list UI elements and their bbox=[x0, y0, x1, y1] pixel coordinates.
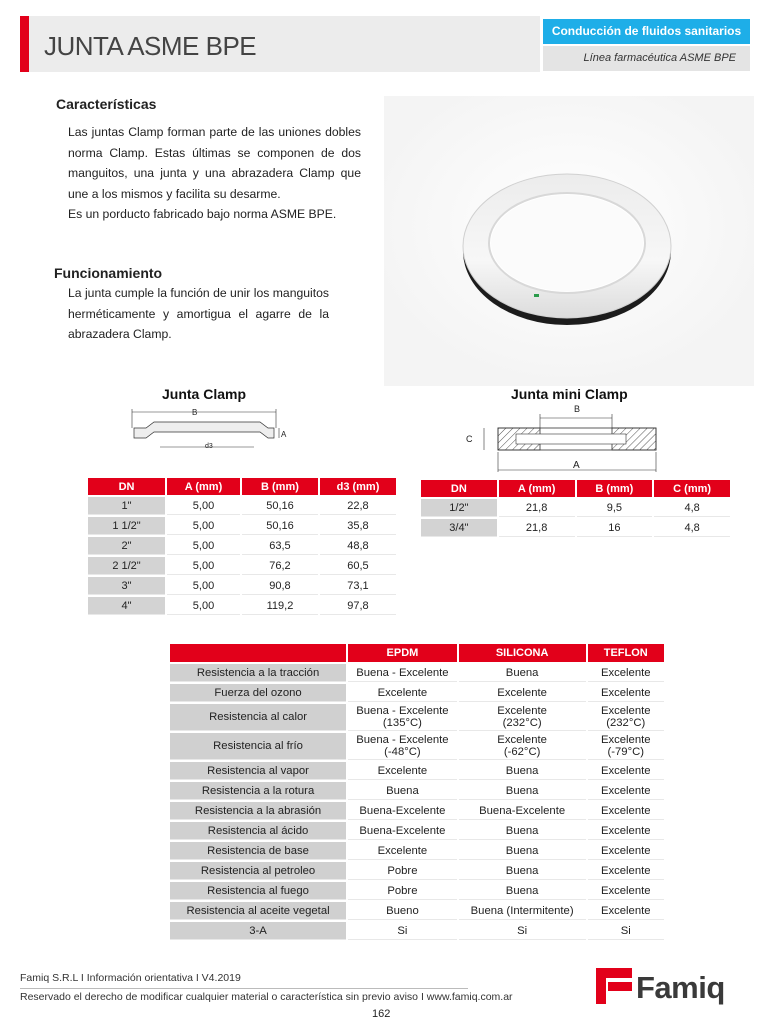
table-cell: 50,16 bbox=[242, 497, 318, 515]
column-header: B (mm) bbox=[242, 478, 318, 495]
row-label-cell: Resistencia al petroleo bbox=[170, 862, 346, 880]
table-cell: 4,8 bbox=[654, 499, 730, 517]
famiq-logo-text: Famiq bbox=[636, 970, 725, 1005]
subcategory-label: Línea farmacéutica ASME BPE bbox=[543, 46, 750, 71]
table-cell: Bueno bbox=[348, 902, 457, 920]
table-cell: Buena-Excelente bbox=[459, 802, 586, 820]
row-label-cell: 1" bbox=[88, 497, 165, 515]
table-row bbox=[170, 684, 664, 702]
page-title: JUNTA ASME BPE bbox=[44, 31, 257, 61]
funcionamiento-title: Funcionamiento bbox=[54, 265, 163, 281]
table-cell: 5,00 bbox=[167, 577, 240, 595]
table-cell: 50,16 bbox=[242, 517, 318, 535]
caracteristicas-title: Características bbox=[56, 96, 157, 112]
row-label-cell: 3/4" bbox=[421, 519, 497, 537]
row-label-cell: Resistencia de base bbox=[170, 842, 346, 860]
table-cell: Excelente (-79°C) bbox=[588, 733, 665, 760]
column-header bbox=[170, 644, 346, 662]
table-row bbox=[170, 842, 664, 860]
table-cell: Excelente bbox=[588, 802, 665, 820]
table-row bbox=[170, 664, 664, 682]
footer-divider bbox=[20, 988, 468, 989]
table-cell: Excelente bbox=[588, 782, 665, 800]
table-cell: Buena bbox=[348, 782, 457, 800]
column-header: DN bbox=[88, 478, 165, 495]
table-cell: Buena bbox=[459, 882, 586, 900]
table-cell: Excelente bbox=[588, 684, 665, 702]
table-row bbox=[170, 822, 664, 840]
category-label: Conducción de fluidos sanitarios bbox=[543, 19, 750, 44]
row-label-cell: Resistencia al vapor bbox=[170, 762, 346, 780]
table-cell: 5,00 bbox=[167, 597, 240, 615]
row-label-cell: Fuerza del ozono bbox=[170, 684, 346, 702]
table-cell: 63,5 bbox=[242, 537, 318, 555]
table-header-row bbox=[170, 644, 664, 662]
table-cell: Buena - Excelente (-48°C) bbox=[348, 733, 457, 760]
row-label-cell: Resistencia a la tracción bbox=[170, 664, 346, 682]
clamp-table bbox=[86, 476, 398, 617]
table-row bbox=[170, 882, 664, 900]
table-cell: Si bbox=[588, 922, 665, 940]
column-header: TEFLON bbox=[588, 644, 665, 662]
caracteristicas-text-2: Es un porducto fabricado bajo norma ASME BPE. bbox=[68, 207, 337, 221]
table-row bbox=[170, 762, 664, 780]
footer-disclaimer: Reservado el derecho de modificar cualquier material o característica sin previo aviso I www.famiq.com.ar bbox=[20, 991, 513, 1003]
column-header: A (mm) bbox=[499, 480, 575, 497]
table-row bbox=[421, 499, 730, 517]
table-row bbox=[88, 557, 396, 575]
table-cell: Excelente bbox=[588, 862, 665, 880]
mini-label-b: B bbox=[574, 404, 581, 414]
table-cell: Excelente (-62°C) bbox=[459, 733, 586, 760]
table-cell: Si bbox=[348, 922, 457, 940]
column-header: B (mm) bbox=[577, 480, 653, 497]
table-cell: 90,8 bbox=[242, 577, 318, 595]
table-row bbox=[421, 519, 730, 537]
table-cell: Excelente bbox=[588, 882, 665, 900]
table-cell: 21,8 bbox=[499, 499, 575, 517]
table-cell: 9,5 bbox=[577, 499, 653, 517]
row-label-cell: 4" bbox=[88, 597, 165, 615]
table-row bbox=[88, 497, 396, 515]
table-cell: 76,2 bbox=[242, 557, 318, 575]
table-cell: Buena - Excelente bbox=[348, 664, 457, 682]
caracteristicas-text bbox=[68, 122, 361, 225]
clamp-label-a: A bbox=[281, 430, 287, 439]
row-label-cell: Resistencia al calor bbox=[170, 704, 346, 731]
table-cell: 35,8 bbox=[320, 517, 396, 535]
table-cell: Buena bbox=[459, 822, 586, 840]
table-row bbox=[88, 517, 396, 535]
table-cell: Excelente bbox=[348, 762, 457, 780]
table-cell: Excelente bbox=[348, 842, 457, 860]
table-cell: Pobre bbox=[348, 862, 457, 880]
table-cell: Buena bbox=[459, 782, 586, 800]
table-cell: Buena-Excelente bbox=[348, 802, 457, 820]
clamp-label-d3: d3 bbox=[205, 443, 213, 450]
column-header: A (mm) bbox=[167, 478, 240, 495]
table-cell: Buena bbox=[459, 762, 586, 780]
funcionamiento-text-body: La junta cumple la función de unir los manguitos herméticamente y amortigua el agarre de la abrazadera Clamp. bbox=[68, 286, 329, 341]
funcionamiento-text bbox=[68, 283, 329, 345]
table-cell: 60,5 bbox=[320, 557, 396, 575]
table-cell: Buena (Intermitente) bbox=[459, 902, 586, 920]
mini-label-a: A bbox=[573, 460, 580, 471]
table-cell: Buena bbox=[459, 664, 586, 682]
table-cell: Excelente bbox=[348, 684, 457, 702]
clamp-title: Junta Clamp bbox=[162, 386, 247, 402]
row-label-cell: Resistencia a la abrasión bbox=[170, 802, 346, 820]
mini-table bbox=[419, 478, 732, 539]
table-row bbox=[88, 597, 396, 615]
table-cell: 119,2 bbox=[242, 597, 318, 615]
row-label-cell: 2" bbox=[88, 537, 165, 555]
table-cell: 73,1 bbox=[320, 577, 396, 595]
mini-diagram bbox=[466, 404, 666, 474]
table-cell: Excelente bbox=[588, 822, 665, 840]
table-cell: 4,8 bbox=[654, 519, 730, 537]
column-header: C (mm) bbox=[654, 480, 730, 497]
table-header-row bbox=[88, 478, 396, 495]
table-cell: Excelente bbox=[588, 762, 665, 780]
column-header: SILICONA bbox=[459, 644, 586, 662]
table-row bbox=[170, 802, 664, 820]
row-label-cell: Resistencia al ácido bbox=[170, 822, 346, 840]
table-cell: Excelente (232°C) bbox=[459, 704, 586, 731]
table-cell: 5,00 bbox=[167, 517, 240, 535]
table-cell: 5,00 bbox=[167, 537, 240, 555]
table-row bbox=[170, 704, 664, 731]
mini-label-c: C bbox=[466, 434, 473, 444]
row-label-cell: Resistencia al frío bbox=[170, 733, 346, 760]
row-label-cell: Resistencia a la rotura bbox=[170, 782, 346, 800]
table-row bbox=[88, 537, 396, 555]
mini-title: Junta mini Clamp bbox=[511, 386, 628, 402]
table-cell: 48,8 bbox=[320, 537, 396, 555]
table-row bbox=[170, 922, 664, 940]
caracteristicas-text-1: Las juntas Clamp forman parte de las uniones dobles norma Clamp. Estas últimas se componen de dos manguitos, una junta y una abrazadera Clamp que une a los mismos y facilita su desarme. bbox=[68, 125, 361, 201]
table-cell: 97,8 bbox=[320, 597, 396, 615]
table-cell: Excelente bbox=[588, 664, 665, 682]
gasket-image bbox=[384, 96, 754, 386]
clamp-label-b: B bbox=[192, 408, 198, 417]
header-accent bbox=[20, 16, 29, 72]
table-row bbox=[170, 733, 664, 760]
table-row bbox=[88, 577, 396, 595]
column-header: EPDM bbox=[348, 644, 457, 662]
row-label-cell: 1/2" bbox=[421, 499, 497, 517]
row-label-cell: Resistencia al aceite vegetal bbox=[170, 902, 346, 920]
table-cell: 5,00 bbox=[167, 497, 240, 515]
table-row bbox=[170, 782, 664, 800]
table-cell: Buena-Excelente bbox=[348, 822, 457, 840]
table-cell: Si bbox=[459, 922, 586, 940]
table-cell: Buena - Excelente (135°C) bbox=[348, 704, 457, 731]
table-cell: Excelente bbox=[588, 902, 665, 920]
table-cell: 16 bbox=[577, 519, 653, 537]
table-cell: Excelente (232°C) bbox=[588, 704, 665, 731]
table-cell: Buena bbox=[459, 842, 586, 860]
row-label-cell: 3" bbox=[88, 577, 165, 595]
table-cell: Excelente bbox=[588, 842, 665, 860]
table-cell: 5,00 bbox=[167, 557, 240, 575]
row-label-cell: 2 1/2" bbox=[88, 557, 165, 575]
table-row bbox=[170, 862, 664, 880]
table-cell: Buena bbox=[459, 862, 586, 880]
table-cell: 22,8 bbox=[320, 497, 396, 515]
row-label-cell: 3-A bbox=[170, 922, 346, 940]
page-number: 162 bbox=[372, 1008, 391, 1020]
table-cell: 21,8 bbox=[499, 519, 575, 537]
row-label-cell: 1 1/2" bbox=[88, 517, 165, 535]
table-cell: Excelente bbox=[459, 684, 586, 702]
table-row bbox=[170, 902, 664, 920]
column-header: d3 (mm) bbox=[320, 478, 396, 495]
column-header: DN bbox=[421, 480, 497, 497]
properties-table bbox=[168, 642, 666, 942]
footer-info: Famiq S.R.L I Información orientativa I V4.2019 bbox=[20, 972, 241, 984]
table-cell: Pobre bbox=[348, 882, 457, 900]
row-label-cell: Resistencia al fuego bbox=[170, 882, 346, 900]
table-header-row bbox=[421, 480, 730, 497]
